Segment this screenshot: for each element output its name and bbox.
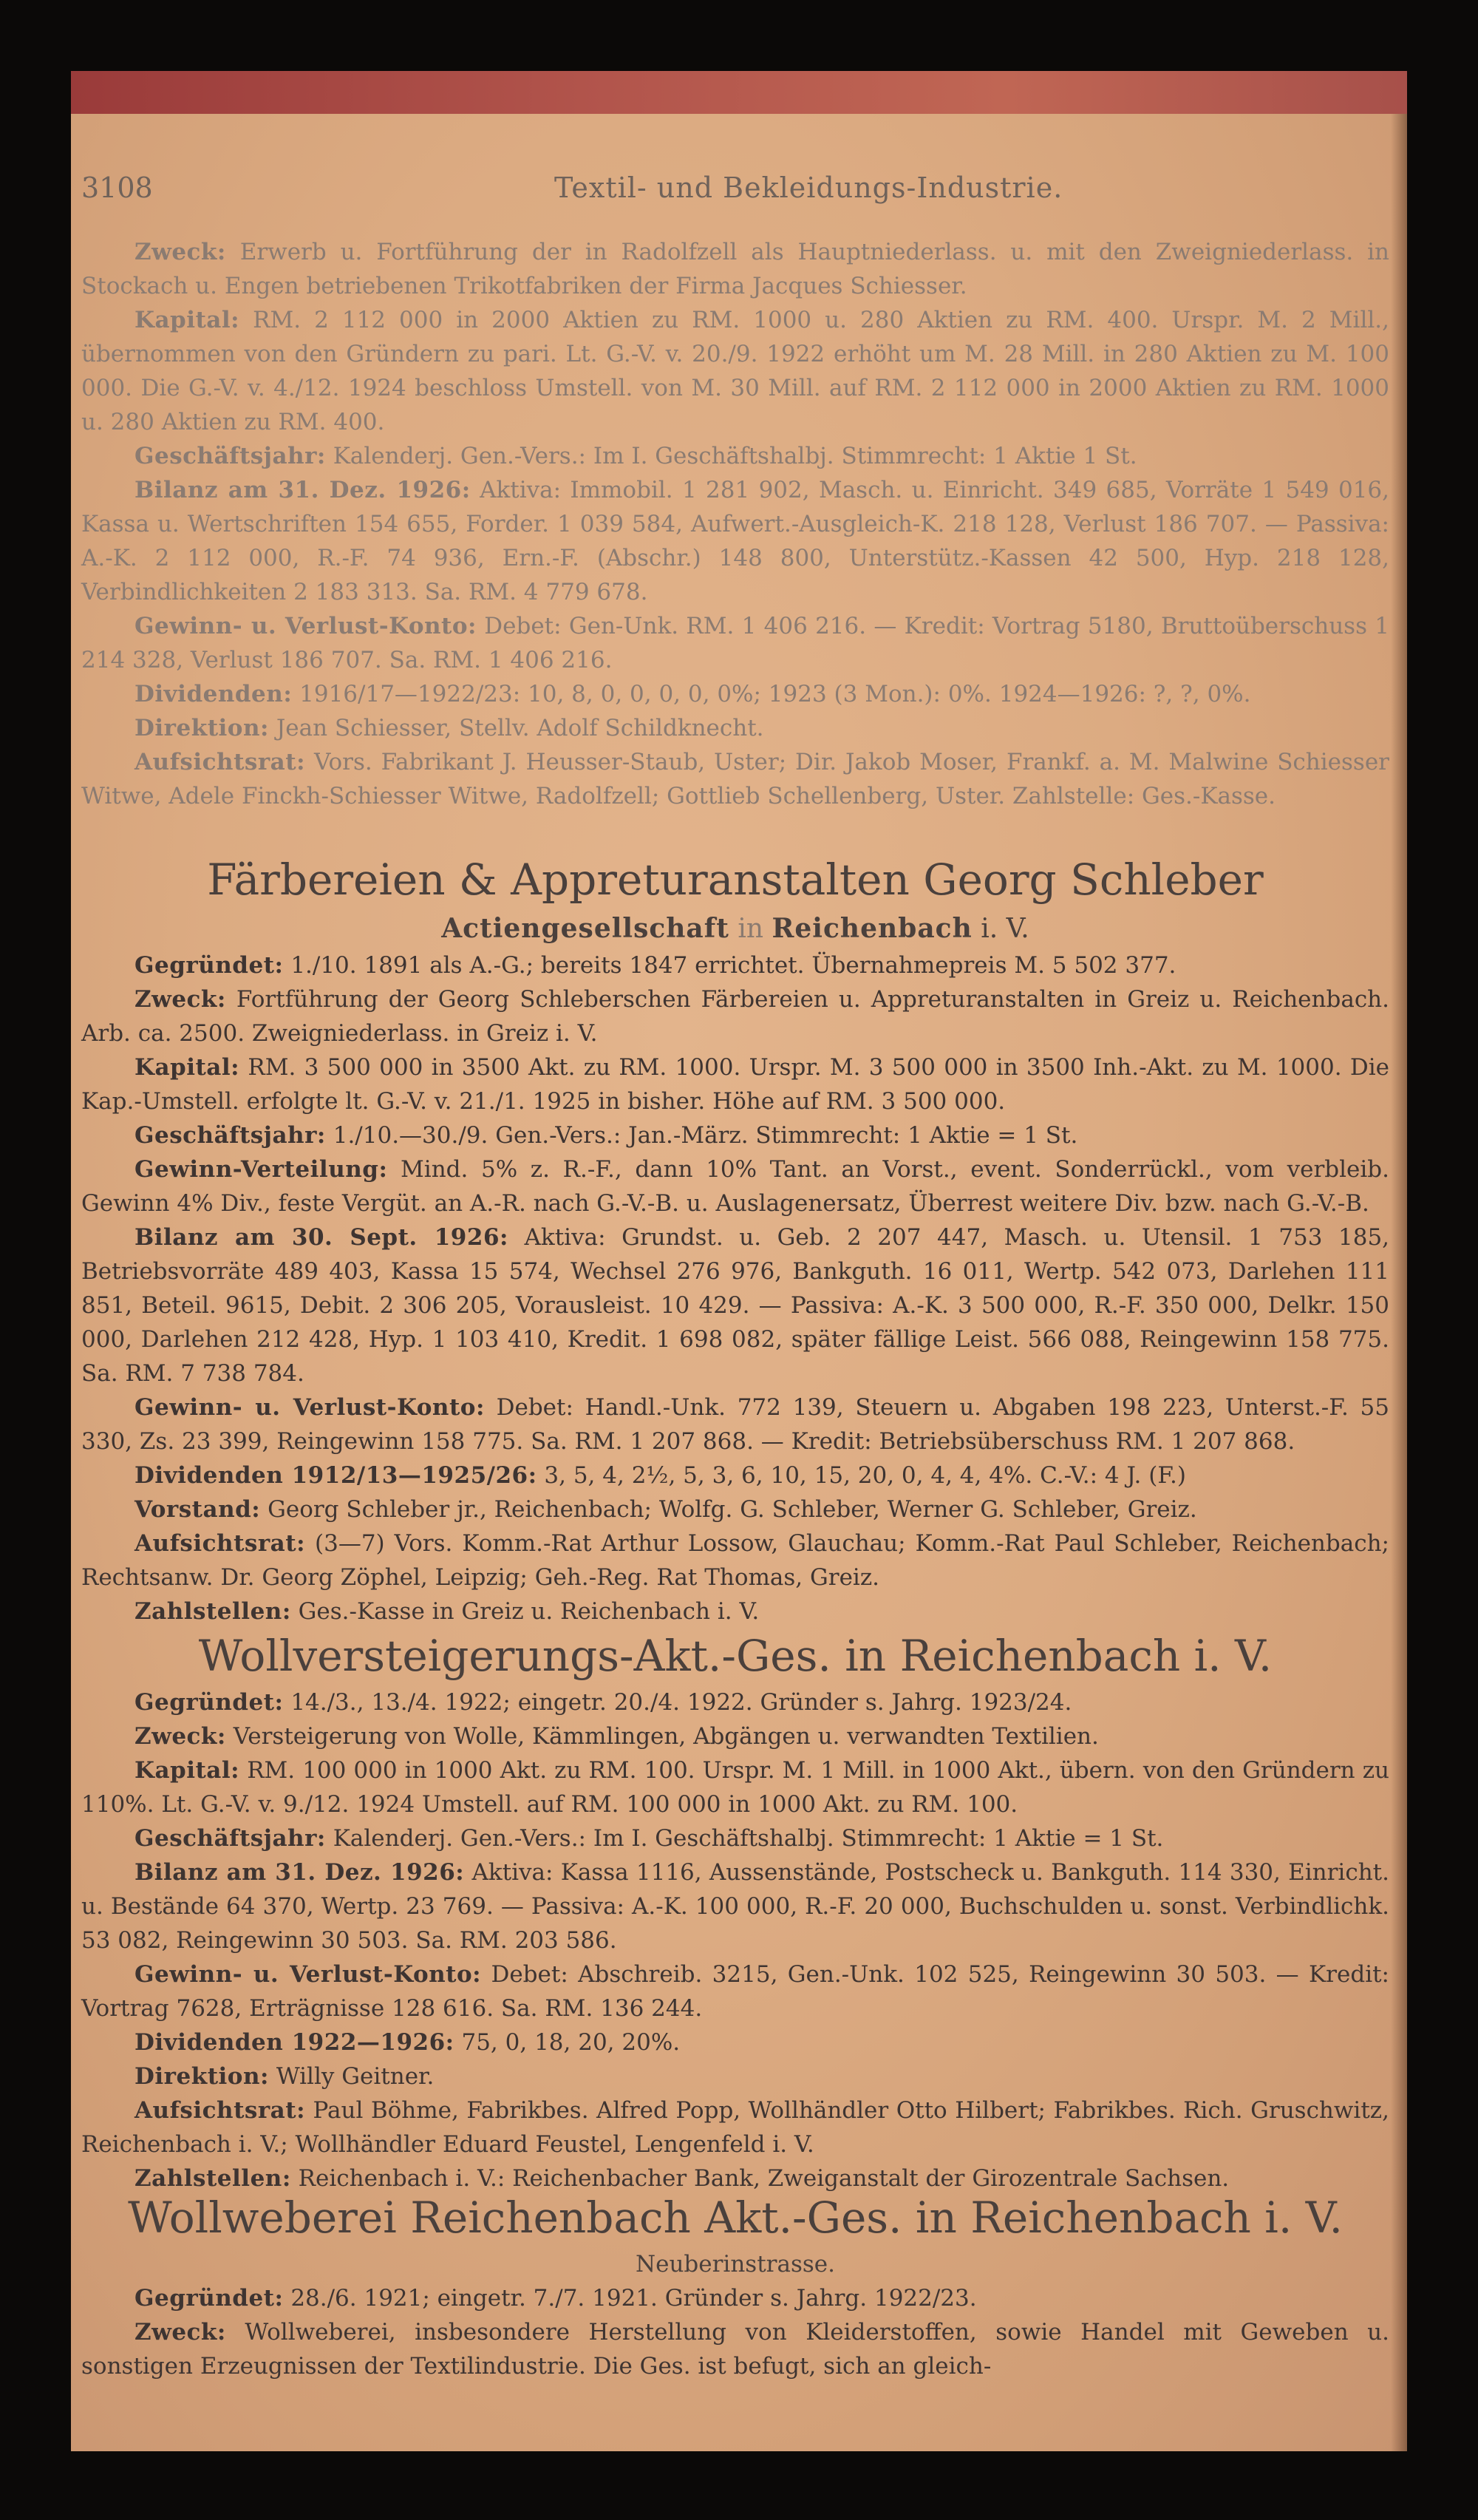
entry: Gewinn-Verteilung: Mind. 5% z. R.-F., dann 10% Tant. an Vorst., event. Sonderrückl., vom verbleib. Gewinn 4% Div., feste Vergüt. an A.-R. nach G.-V.-B. u. Auslagenersatz, Überrest weitere Div. bzw. nach G.-V.-B.: [81, 1156, 1389, 1217]
entry: Geschäftsjahr: Kalenderj. Gen.-Vers.: Im I. Geschäftshalbj. Stimmrecht: 1 Aktie 1 St.: [134, 443, 1137, 469]
firm-name: Färbereien & Appreturanstalten Georg Schleber: [207, 855, 1264, 905]
page-title: Textil- und Bekleidungs-Industrie.: [554, 171, 1063, 204]
entry: Aufsichtsrat: (3—7) Vors. Komm.-Rat Arthur Lossow, Glauchau; Komm.-Rat Paul Schleber, Reichenbach; Rechtsanw. Dr. Georg Zöphel, Leipzig; Geh.-Reg. Rat Thomas, Greiz.: [81, 1530, 1389, 1591]
entry: Geschäftsjahr: 1./10.—30./9. Gen.-Vers.: Jan.-März. Stimmrecht: 1 Aktie = 1 St.: [134, 1122, 1078, 1149]
entry: Kapital: RM. 3 500 000 in 3500 Akt. zu RM. 1000. Urspr. M. 3 500 000 in 3500 Inh.-Akt. zu M. 1000. Die Kap.-Umstell. erfolgte lt. G.-V. v. 21./1. 1925 in bisher. Höhe auf RM. 3 500 000.: [81, 1054, 1389, 1115]
entry: Direktion: Willy Geitner.: [134, 2063, 435, 2090]
section-wollweberei: [81, 2188, 1389, 2383]
entry: Geschäftsjahr: Kalenderj. Gen.-Vers.: Im I. Geschäftshalbj. Stimmrecht: 1 Aktie = 1 St.: [134, 1825, 1164, 1852]
entry: Zahlstellen: Ges.-Kasse in Greiz u. Reichenbach i. V.: [134, 1598, 760, 1625]
entry: Bilanz am 30. Sept. 1926: Aktiva: Grundst. u. Geb. 2 207 447, Masch. u. Utensil. 1 753 185, Betriebsvorräte 489 403, Kassa 15 574, Wechsel 276 976, Bankguth. 16 011, Wertp. 542 073, Darlehen 111 851, Beteil. 9615, Debit. 2 306 205, Vorausleist. 10 429. — Passiva: A.-K. 3 500 000, R.-F. 350 000, Delkr. 150 000, Darlehen 212 428, Hyp. 1 103 410, Kredit. 1 698 082, später fällige Leist. 566 088, Reingewinn 158 775. Sa. RM. 7 738 784.: [81, 1224, 1390, 1387]
entry: Zweck: Fortführung der Georg Schleberschen Färbereien u. Appreturanstalten in Greiz u. Reichenbach. Arb. ca. 2500. Zweigniederlass. in Greiz i. V.: [81, 986, 1389, 1047]
entry: Aufsichtsrat: Vors. Fabrikant J. Heusser-Staub, Uster; Dir. Jakob Moser, Frankf. a. M. Malwine Schiesser Witwe, Adele Finckh-Schiesser Witwe, Radolfzell; Gottlieb Schellenberg, Uster. Zahlstelle: Ges.-Kasse.: [81, 749, 1390, 809]
entry: Zweck: Erwerb u. Fortführung der in Radolfzell als Hauptniederlass. u. mit den Zweigniederlass. in Stockach u. Engen betriebenen Trikotfabriken der Firma Jacques Schiesser.: [81, 239, 1389, 299]
entry: Zweck: Versteigerung von Wolle, Kämmlingen, Abgängen u. verwandten Textilien.: [134, 1723, 1099, 1750]
entry: Gegründet: 14./3., 13./4. 1922; eingetr. 20./4. 1922. Gründer s. Jahrg. 1923/24.: [134, 1689, 1072, 1716]
entry: Kapital: RM. 2 112 000 in 2000 Aktien zu RM. 1000 u. 280 Aktien zu RM. 400. Urspr. M. 2 Mill., übernommen von den Gründern zu pari. Lt. G.-V. v. 20./9. 1922 erhöht um M. 28 Mill. in 280 Aktien zu M. 100 000. Die G.-V. v. 4./12. 1924 beschloss Umstell. von M. 30 Mill. auf RM. 2 112 000 in 2000 Aktien zu RM. 1000 u. 280 Aktien zu RM. 400.: [81, 307, 1389, 435]
firm-subtitle: Actiengesellschaft in Reichenbach i. V.: [441, 913, 1029, 944]
section-wollversteigerung: [81, 1626, 1389, 2195]
entry: Gewinn- u. Verlust-Konto: Debet: Abschreib. 3215, Gen.-Unk. 102 525, Reingewinn 30 503. — Kredit: Vortrag 7628, Erträgnisse 128 616. Sa. RM. 136 244.: [81, 1961, 1390, 2022]
entry: Dividenden 1922—1926: 75, 0, 18, 20, 20%.: [134, 2029, 681, 2056]
entry: Bilanz am 31. Dez. 1926: Aktiva: Kassa 1116, Aussenstände, Postscheck u. Bankguth. 114 330, Einricht. u. Bestände 64 370, Wertp. 23 769. — Passiva: A.-K. 100 000, R.-F. 20 000, Buchschulden u. sonst. Verbindlichk. 53 082, Reingewinn 30 503. Sa. RM. 203 586.: [81, 1859, 1389, 1954]
entry: Dividenden: 1916/17—1922/23: 10, 8, 0, 0, 0, 0, 0%; 1923 (3 Mon.): 0%. 1924—1926: ?, ?, 0%.: [134, 681, 1251, 707]
page-shadow: [1391, 114, 1407, 2451]
entry: Aufsichtsrat: Paul Böhme, Fabrikbes. Alfred Popp, Wollhändler Otto Hilbert; Fabrikbes. Rich. Gruschwitz, Reichenbach i. V.; Wollhändler Eduard Feustel, Lengenfeld i. V.: [81, 2097, 1389, 2158]
entry: Gegründet: 1./10. 1891 als A.-G.; bereits 1847 errichtet. Übernahmepreis M. 5 502 377.: [134, 952, 1176, 979]
firm-name: Wollversteigerungs-Akt.-Ges. in Reichenbach i. V.: [198, 1631, 1273, 1681]
firm-address: Neuberinstrasse.: [635, 2251, 835, 2278]
entry: Zweck: Wollweberei, insbesondere Herstellung von Kleiderstoffen, sowie Handel mit Geweben u. sonstigen Erzeugnissen der Textilindustrie. Die Ges. ist befugt, sich an gleich-: [81, 2319, 1389, 2380]
page-number: 3108: [81, 171, 153, 204]
section-schleber: [81, 850, 1389, 1629]
entry: Vorstand: Georg Schleber jr., Reichenbach; Wolfg. G. Schleber, Werner G. Schleber, Greiz.: [134, 1496, 1197, 1523]
entry: Kapital: RM. 100 000 in 1000 Akt. zu RM. 100. Urspr. M. 1 Mill. in 1000 Akt., übern. von den Gründern zu 110%. Lt. G.-V. v. 9./12. 1924 Umstell. auf RM. 100 000 in 1000 Akt. zu RM. 100.: [81, 1757, 1389, 1818]
entry: Bilanz am 31. Dez. 1926: Aktiva: Immobil. 1 281 902, Masch. u. Einricht. 349 685, Vorräte 1 549 016, Kassa u. Wertschriften 154 655, Forder. 1 039 584, Aufwert.-Ausgleich-K. 218 128, Verlust 186 707. — Passiva: A.-K. 2 112 000, R.-F. 74 936, Ern.-F. (Abschr.) 148 800, Unterstütz.-Kassen 42 500, Hyp. 218 128, Verbindlichkeiten 2 183 313. Sa. RM. 4 779 678.: [81, 477, 1390, 605]
entry: Dividenden 1912/13—1925/26: 3, 5, 4, 2½, 5, 3, 6, 10, 15, 20, 0, 4, 4, 4%. C.-V.: 4 J. (F.): [134, 1462, 1186, 1489]
entry: Gewinn- u. Verlust-Konto: Debet: Gen-Unk. RM. 1 406 216. — Kredit: Vortrag 5180, Bruttoüberschuss 1 214 328, Verlust 186 707. Sa. RM. 1 406 216.: [81, 613, 1389, 673]
firm-name: Wollweberei Reichenbach Akt.-Ges. in Reichenbach i. V.: [128, 2193, 1343, 2243]
running-header: [81, 171, 1389, 208]
entry: Zahlstellen: Reichenbach i. V.: Reichenbacher Bank, Zweiganstalt der Girozentrale Sachsen.: [134, 2165, 1230, 2192]
entry: Gegründet: 28./6. 1921; eingetr. 7./7. 1921. Gründer s. Jahrg. 1922/23.: [134, 2285, 977, 2312]
red-page-edge: [71, 71, 1407, 114]
section-schiesser-continued: [81, 235, 1389, 813]
entry: Gewinn- u. Verlust-Konto: Debet: Handl.-Unk. 772 139, Steuern u. Abgaben 198 223, Unterst.-F. 55 330, Zs. 23 399, Reingewinn 158 775. Sa. RM. 1 207 868. — Kredit: Betriebsüberschuss RM. 1 207 868.: [81, 1394, 1389, 1455]
entry: Direktion: Jean Schiesser, Stellv. Adolf Schildknecht.: [134, 715, 764, 741]
